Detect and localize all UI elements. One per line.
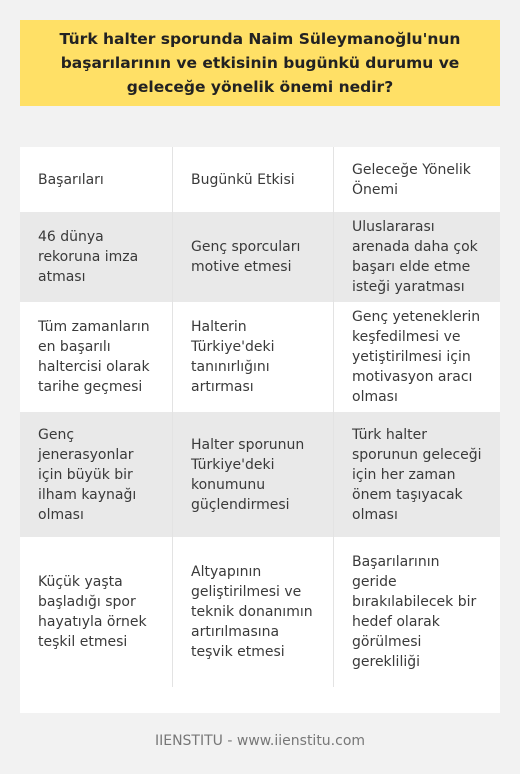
- table-cell: Küçük yaşta başladığı spor hayatıyla örnek teşkil etmesi: [20, 537, 173, 687]
- table-header-cell: Geleceğe Yönelik Önemi: [352, 161, 471, 198]
- table-cell: Uluslararası arenada daha çok başarı elde etme isteği yaratması: [334, 212, 500, 302]
- table-cell: Genç yeteneklerin keşfedilmesi ve yetiştirilmesi için motivasyon aracı olması: [352, 309, 481, 405]
- table-cell: Altyapının geliştirilmesi ve teknik donanımın artırılmasına teşvik etmesi: [173, 537, 334, 687]
- table-cell: Halter sporunun Türkiye'deki konumunu güçlendirmesi: [173, 412, 334, 537]
- table-header-cell: Bugünkü Etkisi: [173, 147, 334, 212]
- footer-credit: IIENSTITU - www.iienstitu.com: [154, 733, 366, 749]
- table-cell: Tüm zamanların en başarılı haltercisi olarak tarihe geçmesi: [20, 302, 173, 412]
- table-header-cell: Başarıları: [20, 147, 173, 212]
- table-cell: Başarılarının geride bırakılabilecek bir hedef olarak görülmesi gerekliliği: [352, 554, 477, 670]
- table-cell: Genç sporcuları motive etmesi: [173, 212, 334, 302]
- page-title: Türk halter sporunda Naim Süleymanoğlu'nun başarılarının ve etkisinin bugünkü durumu ve geleceğe yönelik önemi nedir?: [59, 30, 461, 96]
- table-cell: 46 dünya rekoruna imza atması: [20, 212, 173, 302]
- table-cell: Halterin Türkiye'deki tanınırlığını artırması: [173, 302, 334, 412]
- table-cell: Genç jenerasyonlar için büyük bir ilham kaynağı olması: [20, 412, 173, 537]
- title-banner: [20, 20, 500, 106]
- comparison-table: [20, 147, 500, 713]
- table-cell: Türk halter sporunun geleceği için her zaman önem taşıyacak olması: [334, 412, 500, 537]
